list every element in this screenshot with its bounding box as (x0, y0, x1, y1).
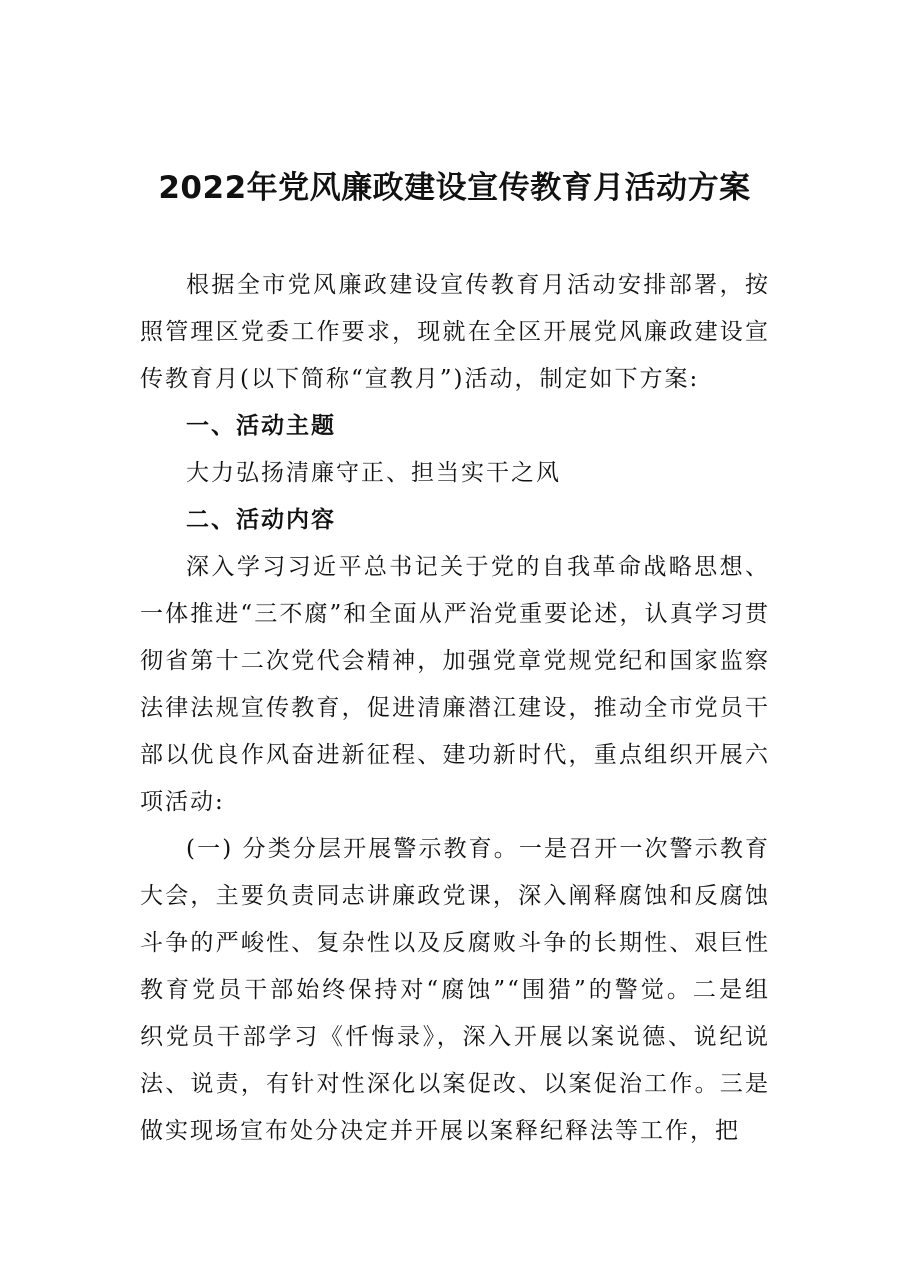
content-paragraph: 深入学习习近平总书记关于党的自我革命战略思想、一体推进“三不腐”和全面从严治党重要论述，认真学习贯彻省第十二次党代会精神，加强党章党规党纪和国家监察法律法规宣传教育，促进清廉潜江建设，推动全市党员干部以优良作风奋进新征程、建功新时代，重点组织开展六项活动: (140, 554, 770, 815)
document-title: 2022年党风廉政建设宣传教育月活动方案 (158, 170, 751, 206)
theme-paragraph: 大力弘扬清廉守正、担当实干之风 (186, 460, 561, 486)
document-body (140, 262, 770, 1155)
item-one-paragraph: (一) 分类分层开展警示教育。一是召开一次警示教育大会，主要负责同志讲廉政党课，深入阐释腐蚀和反腐蚀斗争的严峻性、复杂性以及反腐败斗争的长期性、艰巨性教育党员干部始终保持对“腐蚀”“围猎”的警觉。二是组织党员干部学习《忏悔录》，深入开展以案说德、说纪说法、说责，有针对性深化以案促改、以案促治工作。三是做实现场宣布处分决定并开展以案释纪释法等工作，把 (140, 836, 770, 1144)
intro-paragraph: 根据全市党风廉政建设宣传教育月活动安排部署，按照管理区党委工作要求，现就在全区开展党风廉政建设宣传教育月(以下简称“宣教月”)活动，制定如下方案: (140, 272, 770, 392)
section-heading-content: 二、活动内容 (186, 507, 336, 533)
section-heading-theme: 一、活动主题 (186, 413, 336, 439)
